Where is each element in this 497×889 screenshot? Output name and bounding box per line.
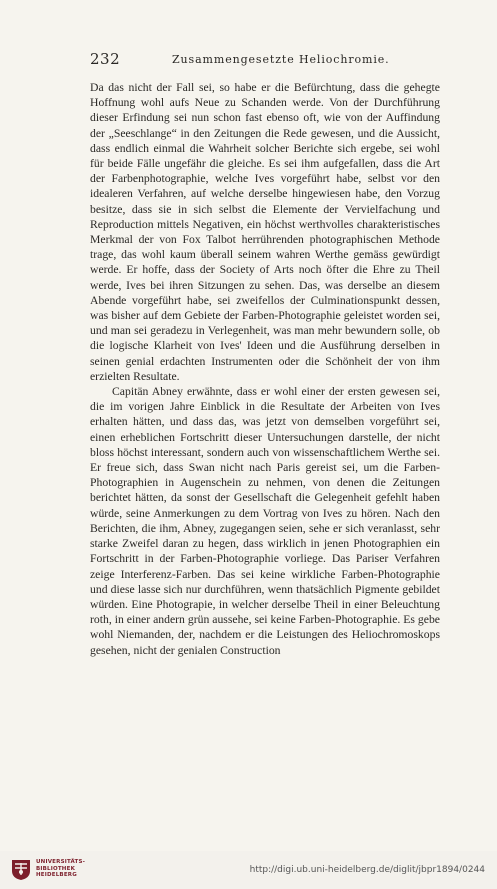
text-body: [90, 80, 440, 658]
logo-line-2: BIBLIOTHEK: [36, 865, 76, 872]
library-logo[interactable]: [10, 857, 85, 881]
footer: [0, 851, 497, 889]
university-seal-icon: [10, 857, 32, 881]
paragraph-1: Da das nicht der Fall sei, so habe er die Befürchtung, dass die gehegte Hoffnung wohl aufs Neue zu Schanden werde. Von der Durchführung dieser Erfindung sei nun schon fast ebenso oft, wie von der Auffindung der „Seeschlange“ in den Zeitungen die Rede gewesen, und die Aussicht, dass endlich einmal die Wahrheit solcher Berichte sich ergebe, sei wohl für beide Fälle ungefähr die gleiche. Es sei ihm aufgefallen, dass die Art der Farbenphotographie, welche Ives vorgeführt habe, selbst vor den idealeren Verfahren, auf welche derselbe hingewiesen habe, den Vorzug besitze, dass sie in sich selbst die Elemente der Vervielfachung und Reproduction mittels Negativen, ein höchst werthvolles charakteristisches Merkmal der von Fox Talbot herrührenden photographischen Methode trage, das wohl kaum überall seinem wahren Werthe gemäss gewürdigt werde. Er hoffe, dass der Society of Arts noch öfter die Ehre zu Theil werde, Ives bei ihren Sitzungen zu sehen. Das, was derselbe an diesem Abende vorgeführt habe, sei zweifellos der Culminationspunkt dessen, was bisher auf dem Gebiete der Farben-Photographie geleistet worden sei, und man sei geradezu in Verlegenheit, was man mehr bewundern solle, ob die logische Klarheit von Ives' Ideen und die Ausführung derselben in seinen genial erdachten Instrumenten oder die Schönheit der von ihm erzielten Resultate.: [90, 81, 440, 383]
logo-line-3: HEIDELBERG: [36, 872, 77, 879]
permalink-url[interactable]: http://digi.ub.uni-heidelberg.de/diglit/jbpr1894/0244: [249, 865, 485, 875]
page-header: [90, 50, 437, 70]
page-number: 232: [90, 50, 121, 68]
logo-text: [36, 859, 85, 879]
running-title: Zusammengesetzte Heliochromie.: [172, 53, 390, 66]
paragraph-2: Capitän Abney erwähnte, dass er wohl einer der ersten gewesen sei, die im vorigen Jahre Einblick in die Resultate der Arbeiten von Ives erhalten hätten, und dass das, was jetzt von demselben vorgeführt sei, einen erheblichen Fortschritt dieser Untersuchungen darstelle, der nicht bloss höchst interessant, sondern auch von wissenschaftlichem Werthe sei. Er freue sich, dass Swan nicht nach Paris gereist sei, um die Farben-Photographien in Augenschein zu nehmen, von denen die Zeitungen berichtet hätten, da sonst der Gesellschaft die Gelegenheit gefehlt haben würde, seine Anmerkungen zu dem Vortrag von Ives zu hören. Nach den Berichten, die ihm, Abney, zugegangen seien, sehe er sich veranlasst, sehr starke Zweifel daran zu hegen, dass wirklich in jenen Photographien ein Fortschritt in der Farben-Photographie vorliege. Das Pariser Verfahren zeige Interferenz-Farben. Das sei keine wirkliche Farben-Photographie und diese lasse sich nur durchführen, wenn thatsächlich Pigmente gebildet würden. Eine Photograpie, in welcher derselbe Theil in einer Beleuchtung roth, in einer andern grün aussehe, sei keine Farben-Photographie. Es gebe wohl Niemanden, der, nachdem er die Leistungen des Heliochromoskops gesehen, nicht der genialen Construction: [90, 385, 440, 657]
logo-line-1: UNIVERSITÄTS-: [36, 859, 86, 866]
